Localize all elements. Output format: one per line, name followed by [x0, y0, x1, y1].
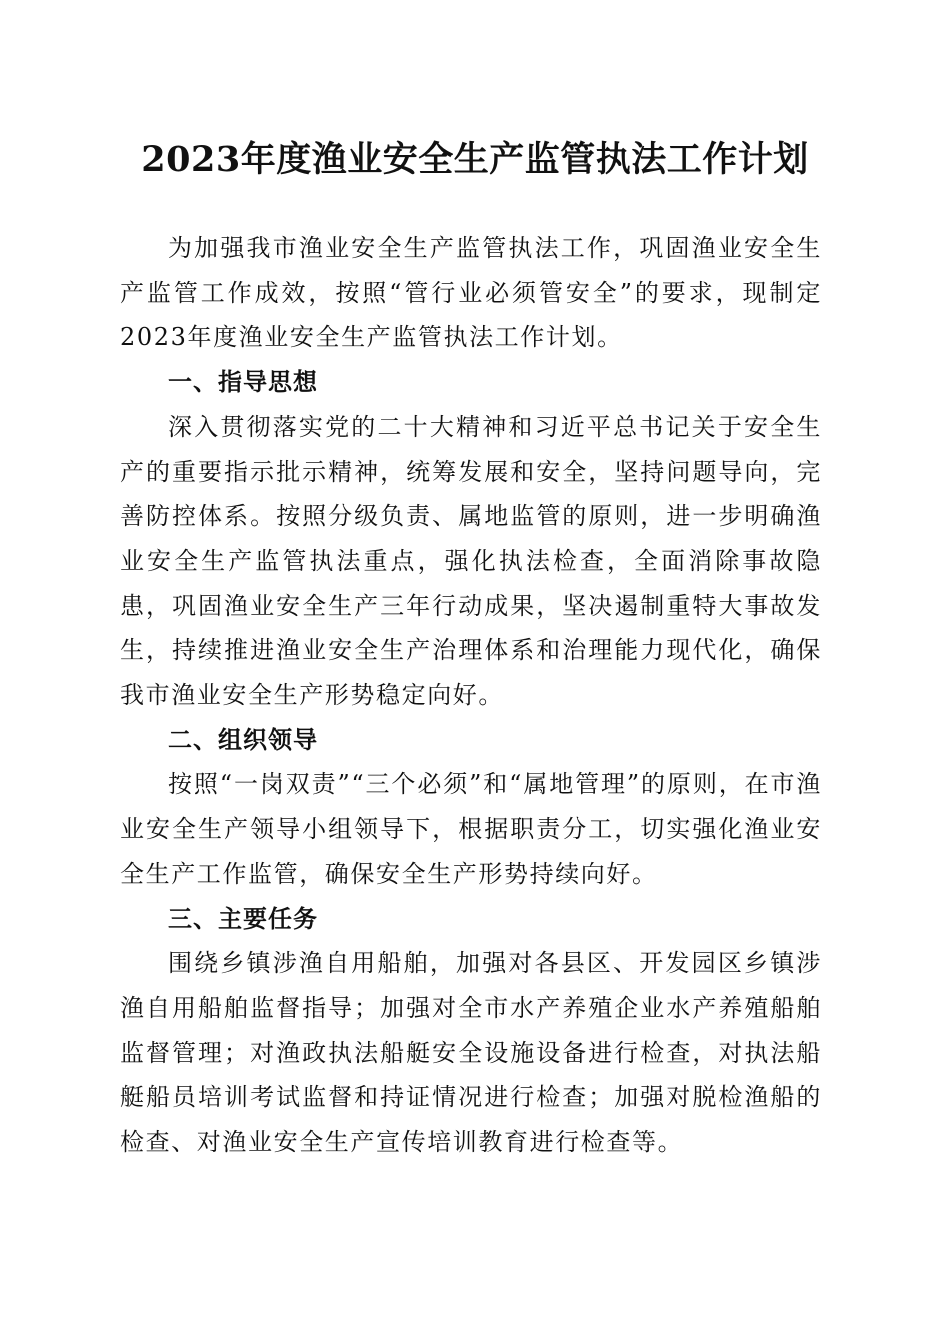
intro-paragraph: 为加强我市渔业安全生产监管执法工作，巩固渔业安全生产监管工作成效，按照“管行业必须管安全”的要求，现制定2023年度渔业安全生产监管执法工作计划。: [120, 234, 822, 352]
section-heading-main-tasks: 三、主要任务: [168, 904, 318, 933]
document-body: [120, 226, 822, 1165]
section-paragraph-organization: 按照“一岗双责”“三个必须”和“属地管理”的原则，在市渔业安全生产领导小组领导下，根据职责分工，切实强化渔业安全生产工作监管，确保安全生产形势持续向好。: [120, 770, 822, 888]
section-paragraph-main-tasks: 围绕乡镇涉渔自用船舶，加强对各县区、开发园区乡镇涉渔自用船舶监督指导；加强对全市水产养殖企业水产养殖船舶监督管理；对渔政执法船艇安全设施设备进行检查，对执法船艇船员培训考试监督和持证情况进行检查；加强对脱检渔船的检查、对渔业安全生产宣传培训教育进行检查等。: [120, 949, 822, 1157]
section-heading-organization: 二、组织领导: [168, 725, 318, 754]
section-heading-guiding-ideology: 一、指导思想: [168, 368, 318, 397]
document-title: 2023年度渔业安全生产监管执法工作计划: [141, 139, 809, 180]
section-paragraph-guiding-ideology: 深入贯彻落实党的二十大精神和习近平总书记关于安全生产的重要指示批示精神，统筹发展和安全，坚持问题导向，完善防控体系。按照分级负责、属地监管的原则，进一步明确渔业安全生产监管执法重点，强化执法检查，全面消除事故隐患，巩固渔业安全生产三年行动成果，坚决遏制重特大事故发生，持续推进渔业安全生产治理体系和治理能力现代化，确保我市渔业安全生产形势稳定向好。: [120, 412, 822, 710]
